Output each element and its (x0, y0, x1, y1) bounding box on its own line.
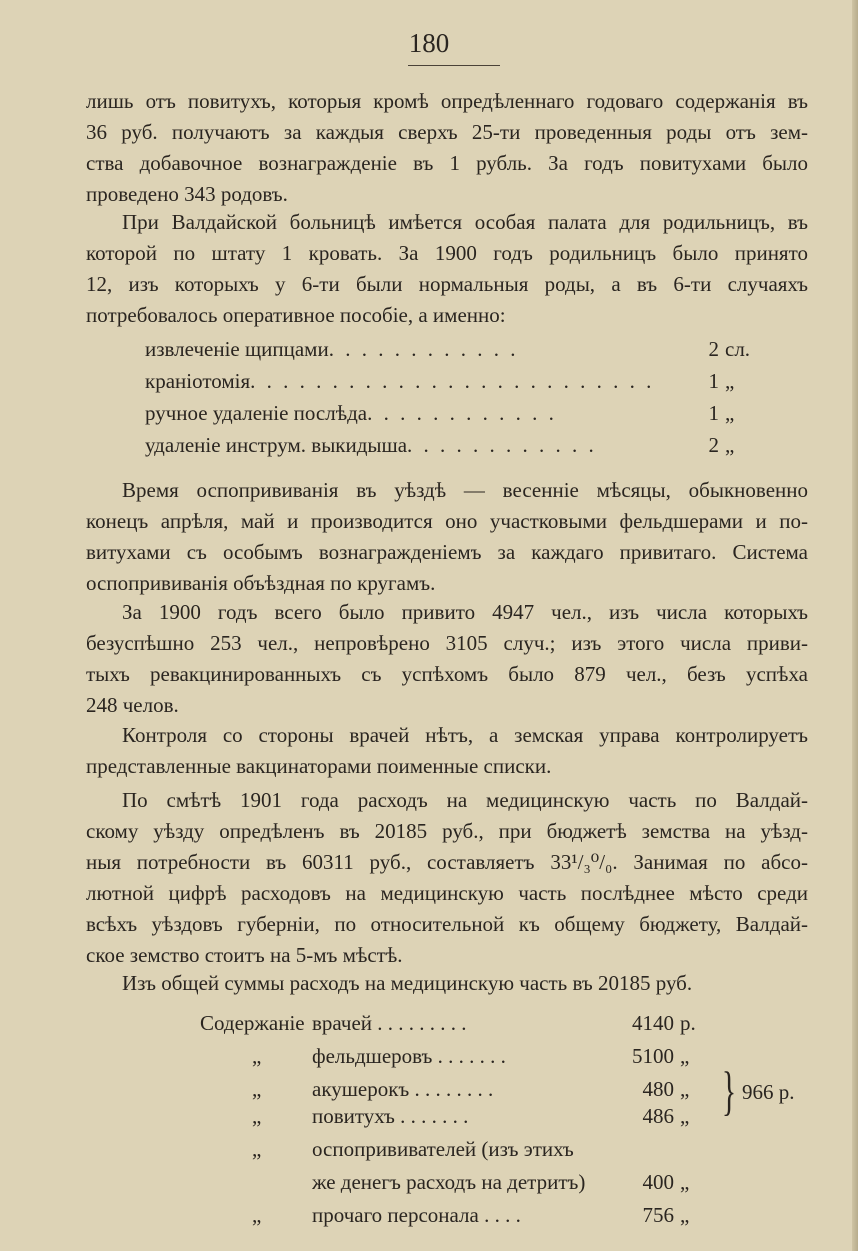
expense-amount: 4140 (632, 1011, 674, 1035)
table-row (200, 1010, 820, 1043)
text-line: При Валдайской больницѣ имѣется особая палата для родильницъ, въ (122, 210, 808, 234)
text-line: оспопрививанія объѣздная по кругамъ. (86, 571, 436, 595)
text-line: проведено 343 родовъ. (86, 182, 288, 206)
expense-label: оспопрививателей (изъ этихъ (312, 1137, 574, 1161)
text-line: лишь отъ повитухъ, которыя кромѣ опредѣленнаго годоваго содержанія въ (86, 89, 808, 113)
operation-count: 1 (708, 401, 719, 425)
list-item (145, 429, 765, 461)
paragraph-5 (86, 720, 808, 782)
expense-amount: 756 (642, 1203, 674, 1227)
text-line: ныя потребности въ 60311 руб., составляетъ 33¹/₃⁰/₀. Занимая по абсо- (86, 850, 808, 874)
header-rule (408, 65, 500, 66)
right-brace: } (721, 1061, 737, 1121)
operation-unit: „ (725, 433, 735, 457)
expense-label: фельдшеровъ . . . . . . . (312, 1044, 506, 1068)
paragraph-6 (86, 785, 808, 971)
expense-label: врачей . . . . . . . . . (312, 1011, 467, 1035)
text-line: 248 челов. (86, 693, 179, 717)
list-item (145, 333, 765, 365)
brace-total: 966 р. (742, 1080, 795, 1104)
expenses-table (200, 1010, 820, 1235)
text-line: всѣхъ уѣздовъ губерніи, по относительной къ общему бюджету, Валдай- (86, 912, 808, 936)
text-line: Время оспопрививанія въ уѣздѣ — весенніе мѣсяцы, обыкновенно (122, 478, 808, 502)
ditto-mark: Содержаніе (200, 1011, 305, 1035)
text-line: скому уѣзду опредѣленъ въ 20185 руб., при бюджетѣ земства на уѣзд- (86, 819, 808, 843)
expense-unit: „ (680, 1104, 690, 1128)
text-line: лютной цифрѣ расходовъ на медицинскую часть послѣднее мѣсто среди (86, 881, 808, 905)
operation-unit: „ (725, 369, 735, 393)
paragraph-2 (86, 207, 808, 331)
text-line: Контроля со стороны врачей нѣтъ, а земская управа контролируетъ (122, 723, 808, 747)
text-line: ства добавочное вознагражденіе въ 1 рубль. За годъ повитухами было (86, 151, 808, 175)
leader-dots: . . . . . . . . . . . . . . . . . . . . . . . . . (250, 369, 655, 393)
text-line: конецъ апрѣля, май и производится оно участковыми фельдшерами и по- (86, 509, 808, 533)
expense-unit: р. (680, 1011, 696, 1035)
text-line: 36 руб. получаютъ за каждыя сверхъ 25-ти проведенныя роды отъ зем- (86, 120, 808, 144)
expense-label: акушерокъ . . . . . . . . (312, 1077, 494, 1101)
list-item (145, 365, 765, 397)
operation-unit: „ (725, 401, 735, 425)
ditto-mark: „ (252, 1044, 262, 1068)
text-line: ское земство стоитъ на 5-мъ мѣстѣ. (86, 943, 403, 967)
text-line: За 1900 годъ всего было привито 4947 чел., изъ числа которыхъ (122, 600, 808, 624)
expense-amount: 400 (642, 1170, 674, 1194)
operation-name: извлеченіе щипцами (145, 337, 329, 361)
ditto-mark: „ (252, 1137, 262, 1161)
operation-count: 1 (708, 369, 719, 393)
operations-list (145, 333, 765, 461)
text-line: которой по штату 1 кровать. За 1900 годъ родильницъ было принято (86, 241, 808, 265)
leader-dots: . . . . . . . . . . . . (367, 401, 557, 425)
expense-unit: „ (680, 1203, 690, 1227)
paragraph-1 (86, 86, 808, 210)
table-row (200, 1169, 820, 1202)
operation-name: удаленіе инструм. выкидыша (145, 433, 408, 457)
operation-name: краніотомія (145, 369, 251, 393)
table-row (200, 1136, 820, 1169)
text-line: тыхъ ревакцинированныхъ съ успѣхомъ было 879 чел., безъ успѣха (86, 662, 808, 686)
page-edge-shadow (852, 0, 858, 1251)
text-line: Изъ общей суммы расходъ на медицинскую часть въ 20185 руб. (122, 971, 693, 995)
ditto-mark: „ (252, 1077, 262, 1101)
text-line: 12, изъ которыхъ у 6-ти были нормальныя роды, а въ 6-ти случаяхъ (86, 272, 808, 296)
text-line: По смѣтѣ 1901 года расходъ на медицинскую часть по Валдай- (122, 788, 808, 812)
expense-amount: 480 (642, 1077, 674, 1101)
paragraph-7 (86, 968, 808, 999)
expense-unit: „ (680, 1077, 690, 1101)
operation-count: 2 (708, 433, 719, 457)
text-line: представленные вакцинаторами поименные списки. (86, 754, 552, 778)
expense-label: прочаго персонала . . . . (312, 1203, 521, 1227)
operation-unit: сл. (725, 337, 751, 361)
operation-count: 2 (708, 337, 719, 361)
expense-amount: 486 (642, 1104, 674, 1128)
leader-dots: . . . . . . . . . . . . (328, 337, 519, 361)
page-number: 180 (408, 28, 450, 58)
expense-amount: 5100 (632, 1044, 674, 1068)
paragraph-4 (86, 597, 808, 721)
operation-name: ручное удаленіе послѣда (145, 401, 368, 425)
expense-label: же денегъ расходъ на детритъ) (312, 1170, 586, 1194)
list-item (145, 397, 765, 429)
table-row (200, 1202, 820, 1235)
leader-dots: . . . . . . . . . . . . (407, 433, 597, 457)
text-line: витухами съ особымъ вознагражденіемъ за каждаго привитаго. Система (86, 540, 808, 564)
expense-unit: „ (680, 1044, 690, 1068)
expense-unit: „ (680, 1170, 690, 1194)
text-line: безуспѣшно 253 чел., непровѣрено 3105 случ.; изъ этого числа приви- (86, 631, 808, 655)
ditto-mark: „ (252, 1203, 262, 1227)
paragraph-3 (86, 475, 808, 599)
expense-label: повитухъ . . . . . . . (312, 1104, 469, 1128)
ditto-mark: „ (252, 1104, 262, 1128)
text-line: потребовалось оперативное пособіе, а именно: (86, 303, 506, 327)
